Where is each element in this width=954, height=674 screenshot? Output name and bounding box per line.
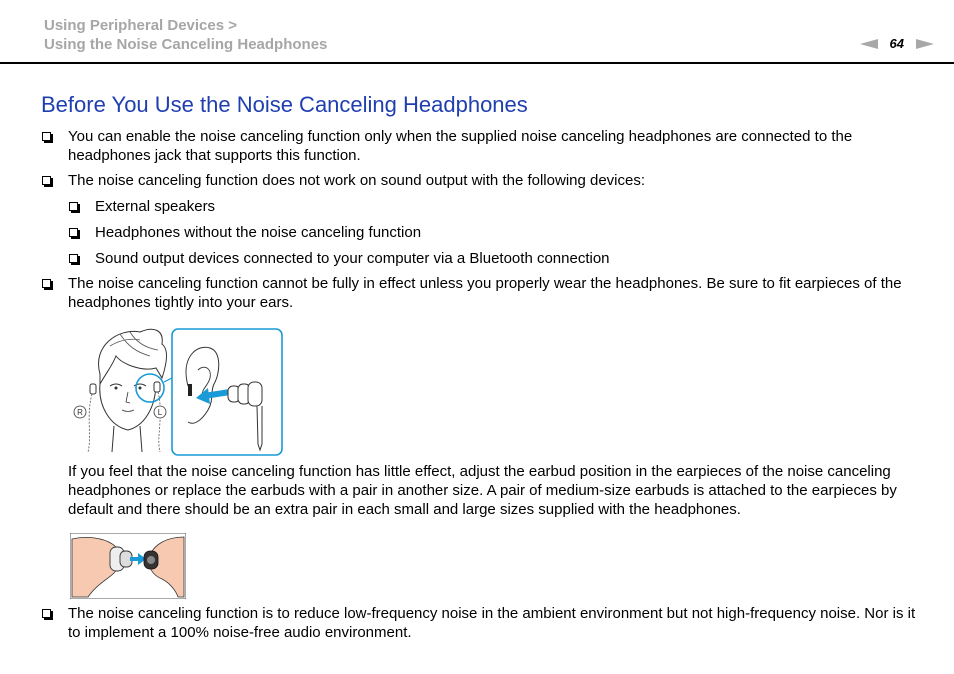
- checkbox-bullet-icon: [42, 132, 51, 141]
- checkbox-bullet-icon: [42, 609, 51, 618]
- sub-bullet-text: Sound output devices connected to your computer via a Bluetooth connection: [95, 250, 610, 267]
- checkbox-bullet-icon: [69, 254, 78, 263]
- bullet-text: The noise canceling function cannot be fully in effect unless you properly wear the headphones. Be sure to fit earpieces of the headphones tightly into your ears.: [68, 275, 902, 311]
- page-title: Before You Use the Noise Canceling Headphones: [41, 92, 528, 117]
- right-ear-label: R: [77, 408, 83, 417]
- checkbox-bullet-icon: [42, 279, 51, 288]
- previous-page-arrow-icon[interactable]: [860, 39, 878, 49]
- checkbox-bullet-icon: [42, 176, 51, 185]
- wearing-headphones-illustration: [70, 326, 284, 456]
- advice-paragraph: If you feel that the noise canceling function has little effect, adjust the earbud position in the earpieces of the noise canceling headphones or replace the earbuds with a pair in another size. A pair of medium-size earbuds is attached to the earpieces by default and there should be an extra pair in each small and large sizes supplied with the headphones.: [68, 463, 897, 518]
- sub-bullet-text: External speakers: [95, 198, 216, 215]
- checkbox-bullet-icon: [69, 202, 78, 211]
- bullet-text: The noise canceling function is to reduce low-frequency noise in the ambient environment but not high-frequency noise. Nor is it to implement a 100% noise-free audio environment.: [68, 605, 916, 641]
- checkbox-bullet-icon: [69, 228, 78, 237]
- breadcrumb-page[interactable]: Using the Noise Canceling Headphones: [44, 36, 328, 53]
- page-header: [0, 0, 954, 64]
- page-number: 64: [889, 36, 904, 51]
- bullet-text: You can enable the noise canceling function only when the supplied noise canceling headphones are connected to the headphones jack that supports this function.: [68, 128, 853, 164]
- next-page-arrow-icon[interactable]: [916, 39, 934, 49]
- earbud-replacement-illustration: [70, 533, 186, 599]
- bullet-text: The noise canceling function does not work on sound output with the following devices:: [68, 172, 646, 189]
- breadcrumb-section[interactable]: Using Peripheral Devices >: [44, 17, 238, 34]
- sub-bullet-text: Headphones without the noise canceling function: [95, 224, 422, 241]
- page-navigation: [860, 36, 934, 51]
- left-ear-label: L: [157, 408, 163, 417]
- header-rule: [0, 62, 954, 64]
